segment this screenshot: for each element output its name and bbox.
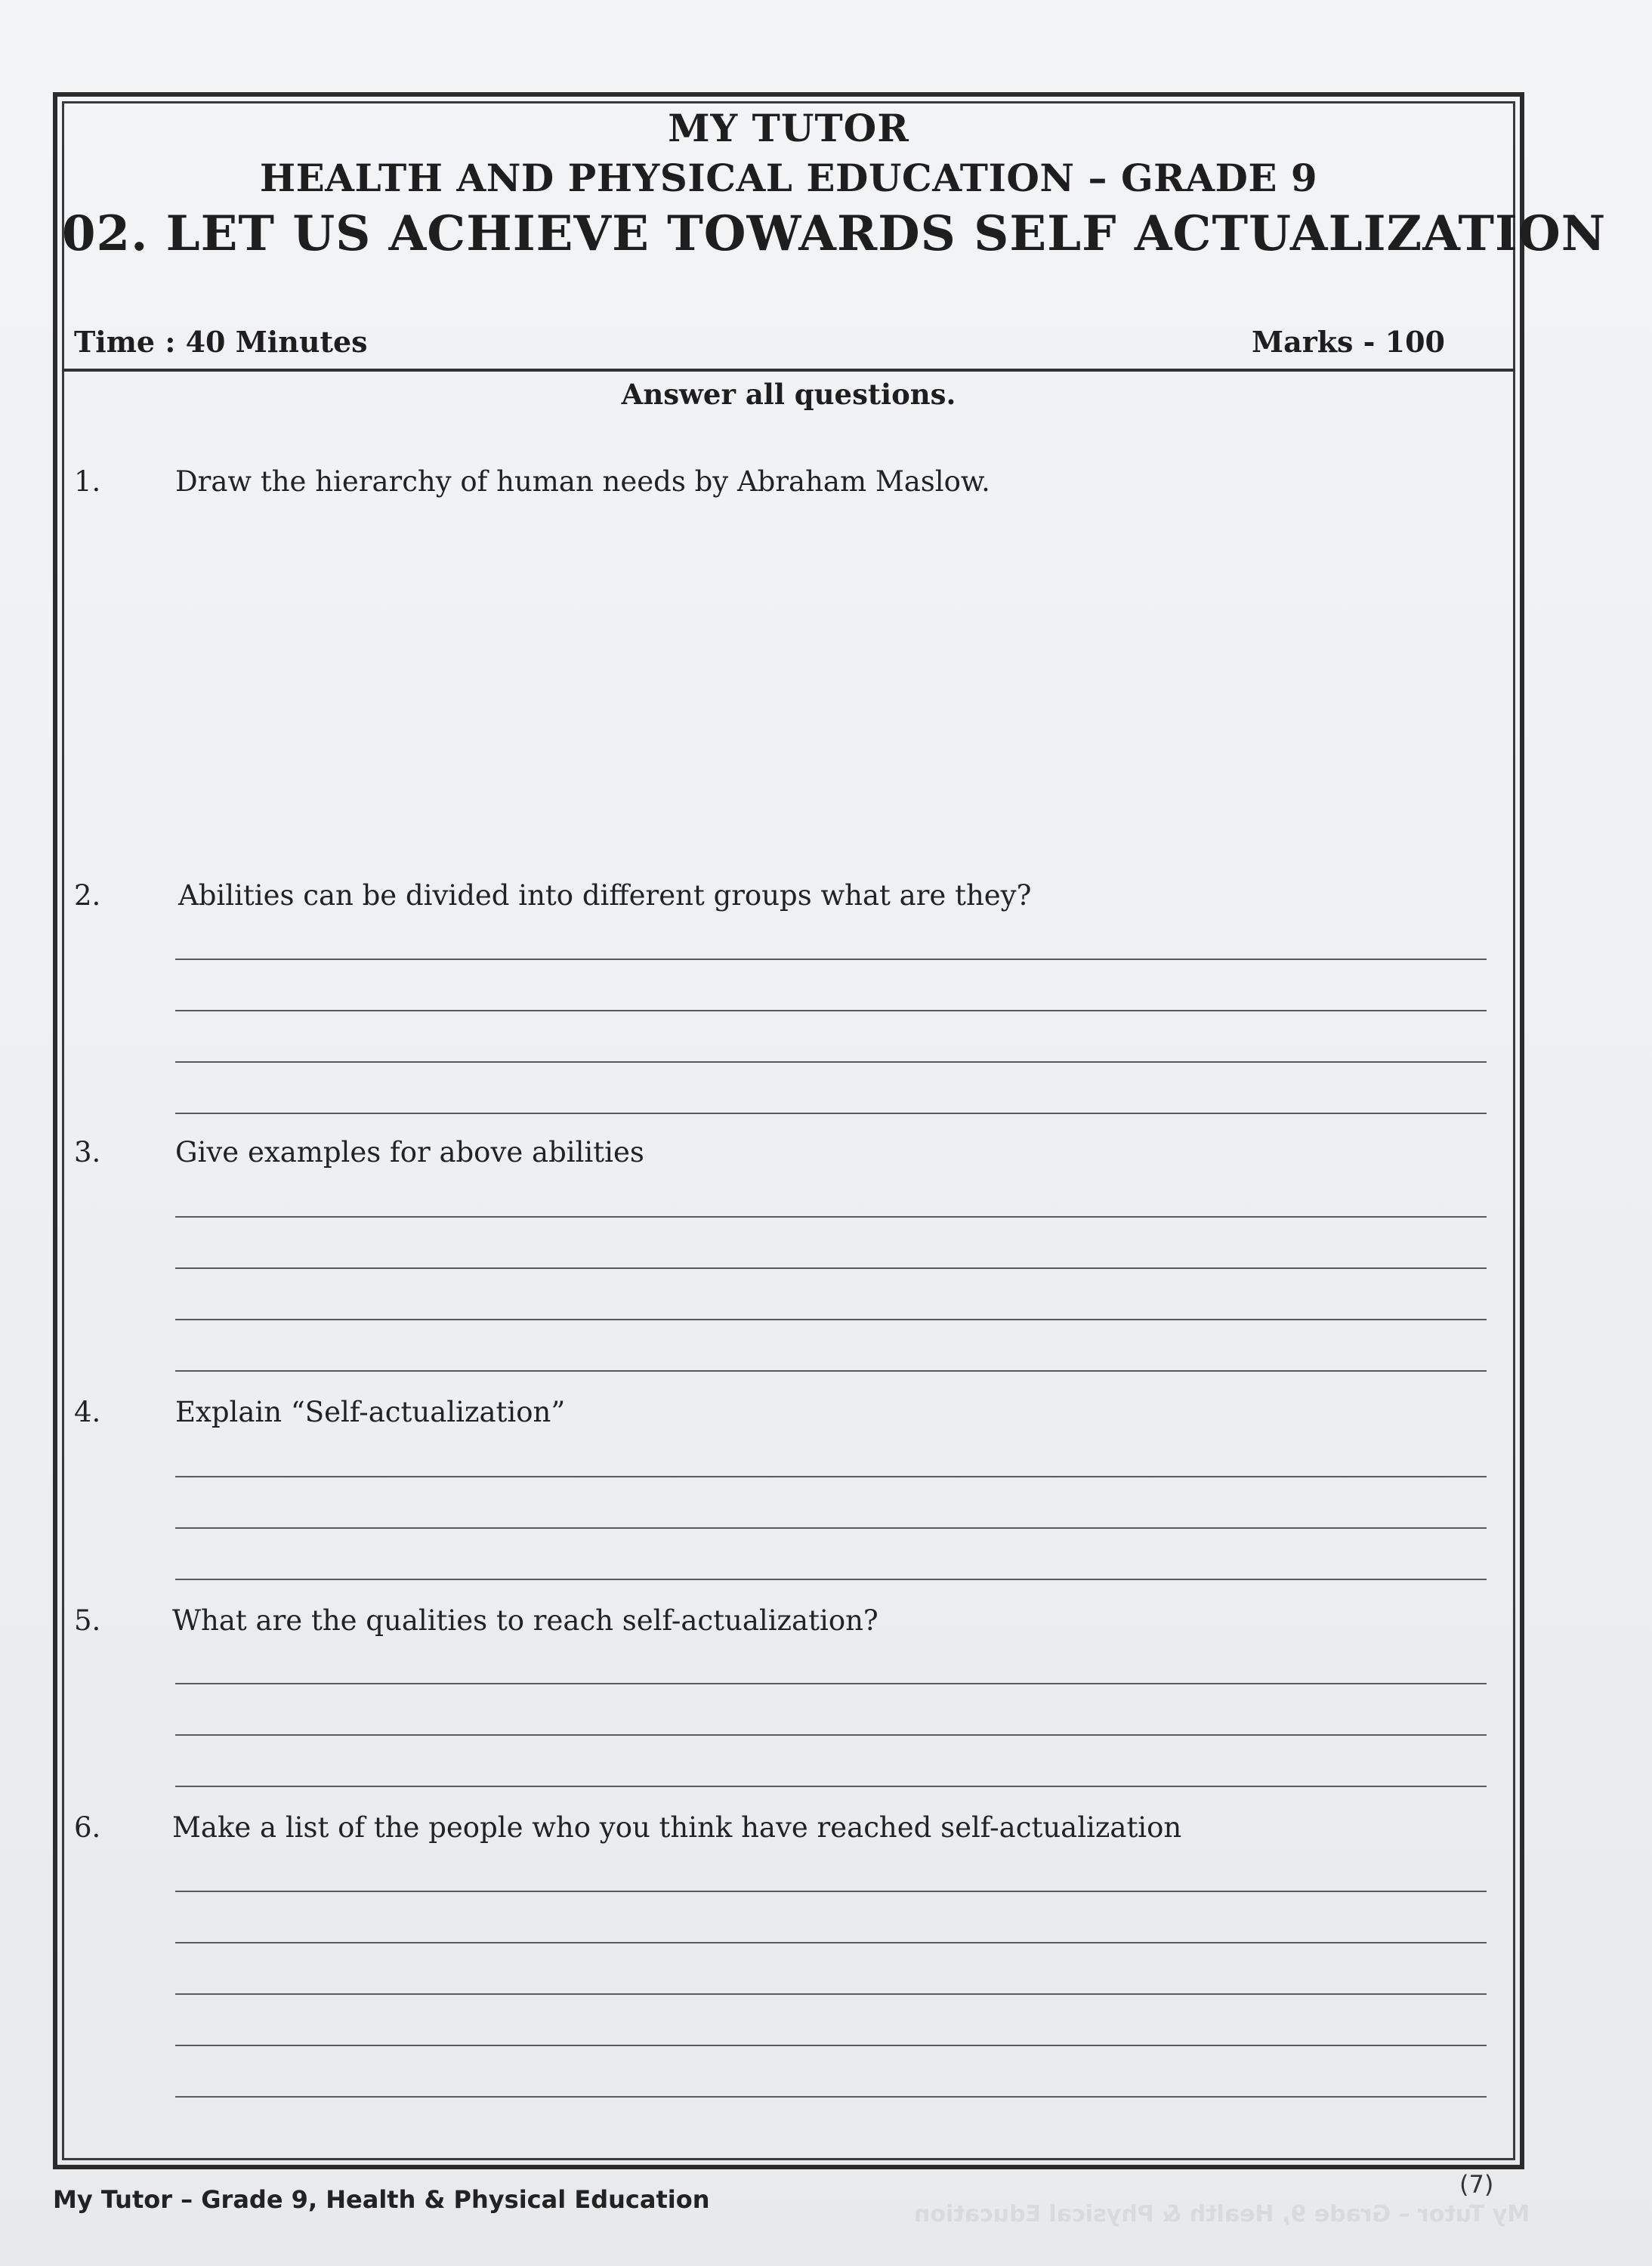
subject-title: HEALTH AND PHYSICAL EDUCATION – GRADE 9 [259, 156, 1318, 200]
question-text: Explain “Self-actualization” [175, 1396, 566, 1428]
answer-line[interactable] [175, 1683, 1487, 1684]
question-number: 6. [74, 1811, 101, 1844]
answer-line[interactable] [175, 1370, 1487, 1372]
answer-line[interactable] [175, 1734, 1487, 1736]
answer-line[interactable] [175, 1942, 1487, 1943]
answer-line[interactable] [175, 1993, 1487, 1995]
question-text: Give examples for above abilities [175, 1136, 644, 1169]
answer-line[interactable] [175, 1113, 1487, 1114]
question-number: 1. [74, 465, 101, 498]
question-number: 3. [74, 1136, 101, 1169]
total-marks: Marks - 100 [1252, 325, 1445, 359]
answer-line[interactable] [175, 2096, 1487, 2098]
header-divider [62, 369, 1515, 372]
answer-line[interactable] [175, 1010, 1487, 1011]
question-number: 2. [74, 879, 101, 912]
instructions: Answer all questions. [621, 378, 956, 411]
answer-line[interactable] [175, 959, 1487, 960]
answer-line[interactable] [175, 1216, 1487, 1218]
answer-line[interactable] [175, 1891, 1487, 1892]
page-number: (7) [1459, 2170, 1494, 2199]
publisher-title: MY TUTOR [668, 106, 909, 150]
answer-line[interactable] [175, 1061, 1487, 1063]
answer-line[interactable] [175, 1786, 1487, 1787]
question-text: Draw the hierarchy of human needs by Abraham Maslow. [175, 465, 990, 498]
question-text: Abilities can be divided into different groups what are they? [178, 879, 1032, 912]
lesson-title: 02. LET US ACHIEVE TOWARDS SELF ACTUALIZATION [62, 205, 1607, 262]
question-number: 5. [74, 1604, 101, 1637]
question-text: Make a list of the people who you think have reached self-actualization [172, 1811, 1182, 1844]
answer-line[interactable] [175, 1476, 1487, 1477]
answer-line[interactable] [175, 2045, 1487, 2046]
question-text: What are the qualities to reach self-actualization? [172, 1604, 878, 1637]
bleed-through-text: My Tutor – Grade 9, Health & Physical Education [914, 2201, 1530, 2227]
time-allowed: Time : 40 Minutes [74, 325, 368, 359]
answer-line[interactable] [175, 1579, 1487, 1580]
footer-label: My Tutor – Grade 9, Health & Physical Education [53, 2185, 710, 2214]
question-number: 4. [74, 1396, 101, 1428]
answer-line[interactable] [175, 1527, 1487, 1529]
answer-line[interactable] [175, 1267, 1487, 1269]
answer-line[interactable] [175, 1319, 1487, 1320]
